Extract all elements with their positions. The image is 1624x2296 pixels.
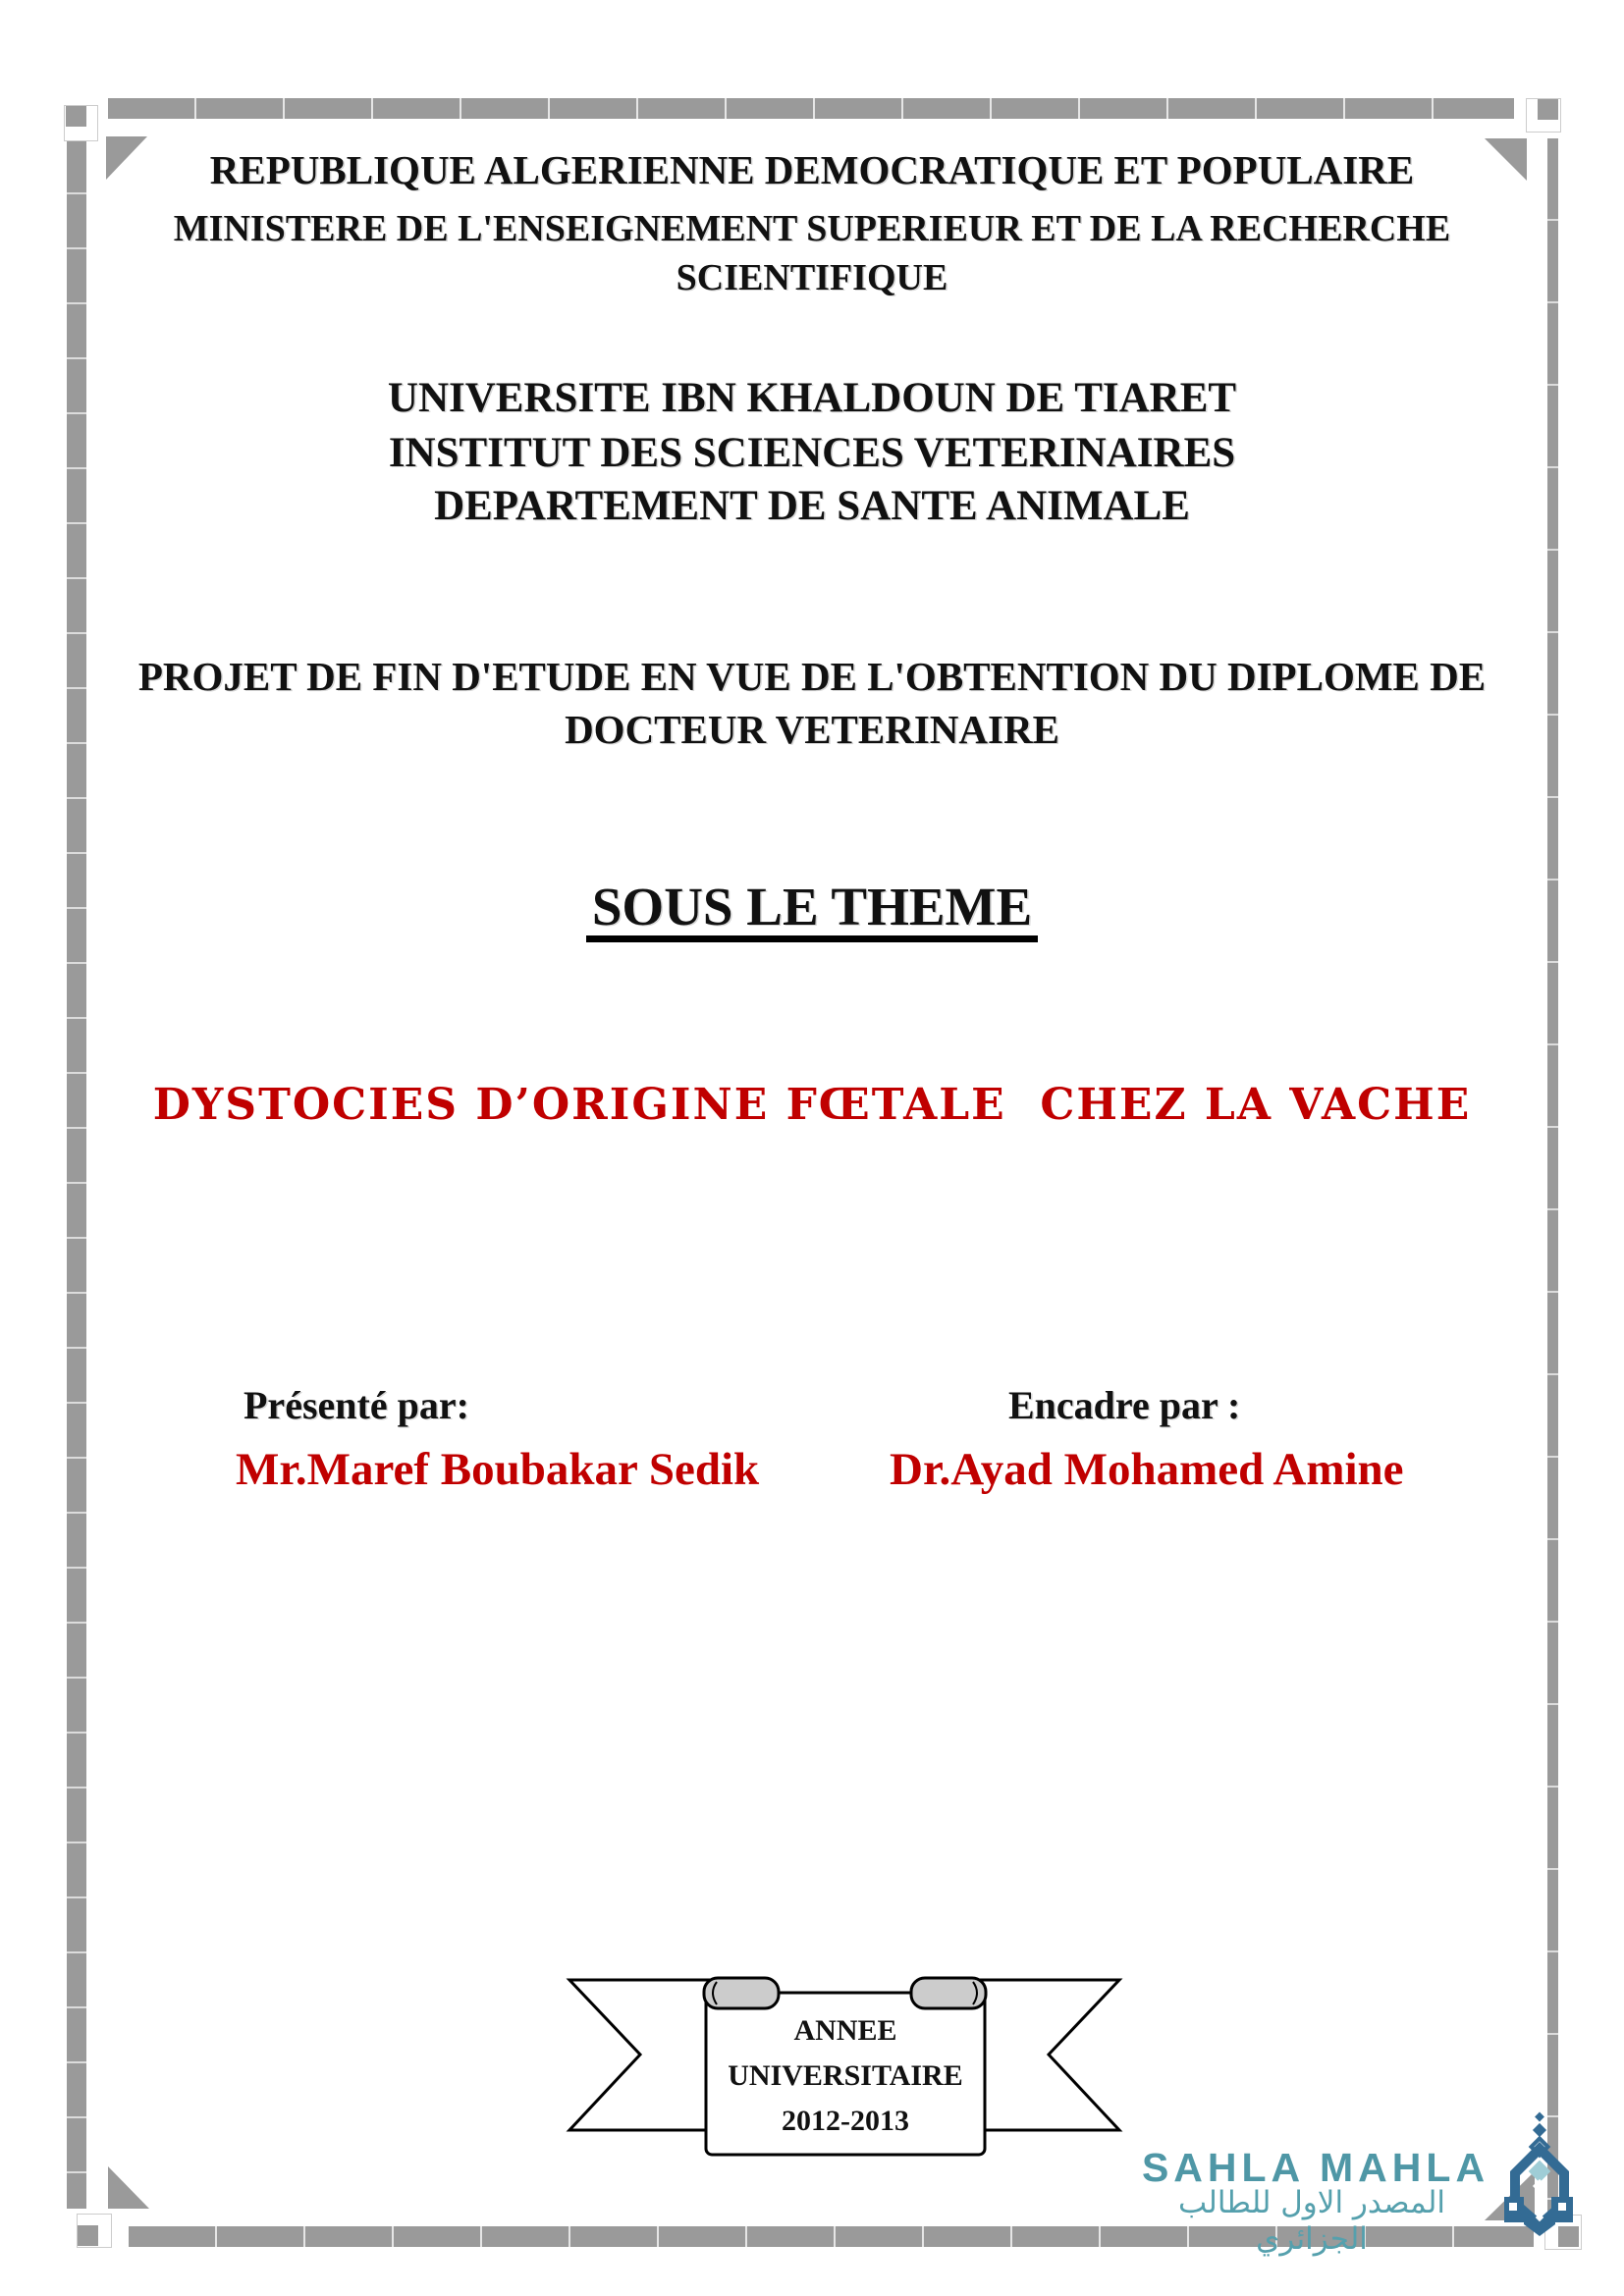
university-line: UNIVERSITE IBN KHALDOUN DE TIARET: [387, 375, 1237, 421]
banner-line: UNIVERSITAIRE: [728, 2059, 963, 2092]
department-line: DEPARTEMENT DE SANTE ANIMALE: [434, 483, 1190, 529]
corner-square-bottom-left: [78, 2225, 98, 2246]
corner-square-top-right: [1538, 99, 1558, 120]
watermark-brand-name: SAHLA MAHLA: [1141, 2145, 1490, 2190]
institute-line: INSTITUT DES SCIENCES VETERINAIRES: [388, 430, 1236, 476]
academic-year-banner: [706, 2008, 985, 2144]
republic-line: REPUBLIQUE ALGERIENNE DEMOCRATIQUE ET POPULAIRE: [209, 147, 1415, 192]
supervisor-name: Dr.Ayad Mohamed Amine: [890, 1444, 1404, 1495]
banner-line: 2012-2013: [782, 2105, 909, 2137]
theme-heading-wrap: [0, 877, 1624, 942]
ministry-line: MINISTERE DE L'ENSEIGNEMENT SUPERIEUR ET DE LA RECHERCHE: [173, 208, 1451, 249]
frame-top-bar: [108, 98, 1514, 119]
presented-by-label: Présenté par:: [244, 1383, 469, 1427]
project-statement-line-2: DOCTEUR VETERINAIRE: [565, 707, 1059, 752]
student-name: Mr.Maref Boubakar Sedik: [236, 1444, 760, 1495]
theme-heading: SOUS LE THEME: [586, 880, 1038, 942]
project-statement-line: PROJET DE FIN D'ETUDE EN VUE DE L'OBTENTION DU DIPLOME DE: [137, 654, 1487, 699]
watermark-tagline: المصدر الاول للطالب الجزائري: [1177, 2185, 1446, 2258]
calligraphy-logo-icon: [1496, 2110, 1579, 2238]
corner-square-top-left: [66, 106, 86, 127]
supervised-by-label: Encadre par :: [1008, 1383, 1241, 1427]
thesis-title: DYSTOCIES D’ORIGINE FŒTALE CHEZ LA VACHE: [152, 1080, 1472, 1130]
corner-triangle-icon: [108, 2166, 149, 2209]
ministry-line-2: SCIENTIFIQUE: [676, 257, 948, 298]
banner-line: ANNEE: [793, 2014, 897, 2047]
